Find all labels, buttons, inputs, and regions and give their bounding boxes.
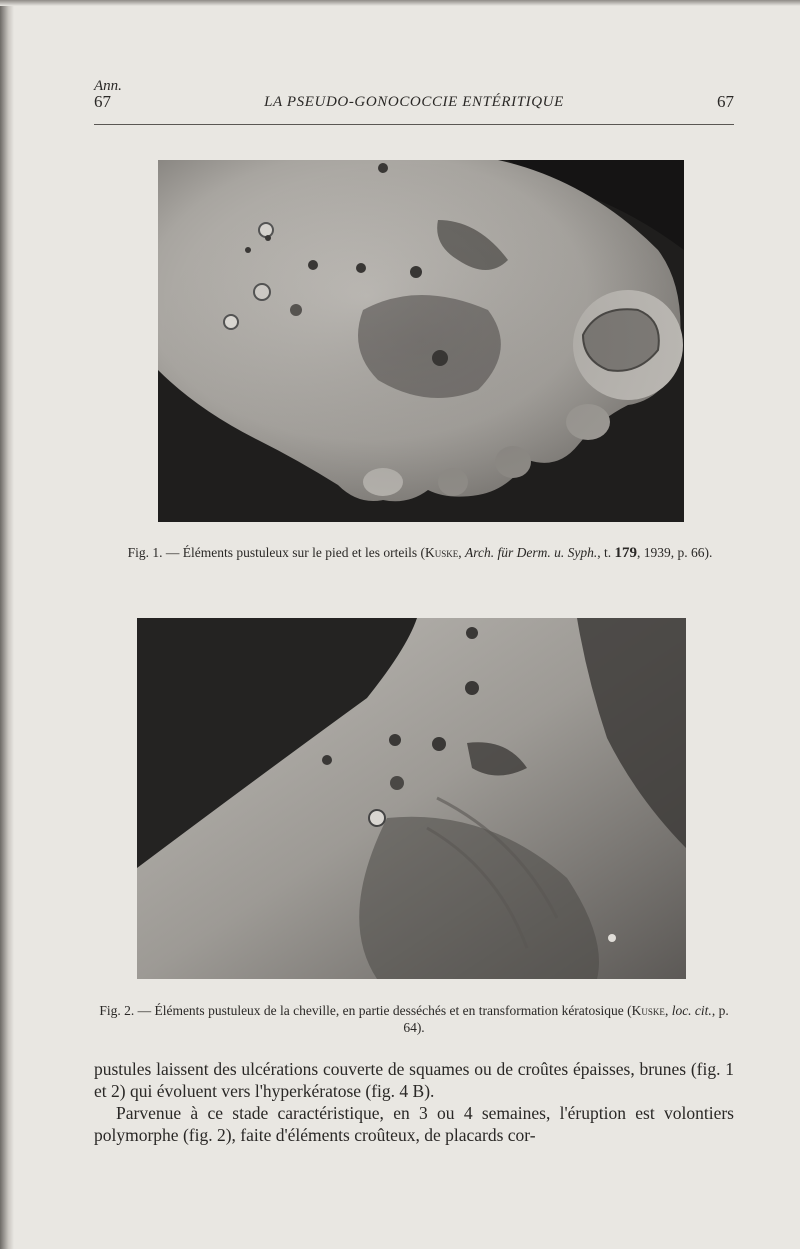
figure-1-author: Kuske xyxy=(424,545,459,560)
figure-2-label: Fig. 2. xyxy=(99,1003,135,1018)
figure-1-caption: Fig. 1. — Éléments pustuleux sur le pied et les orteils (Kuske, Arch. für Derm. u. Syph., t. 179, 1939, p. 66). xyxy=(127,545,713,561)
figure-2-text: Éléments pustuleux de la cheville, en partie desséchés et en transformation kératosique ( xyxy=(154,1003,632,1018)
body-paragraph-2: Parvenue à ce stade caractéristique, en 3 ou 4 semaines, l'éruption est volontiers polymorphe (fig. 2), faite d'éléments croûteux, de placards cor- xyxy=(94,1103,734,1145)
figure-1-photo xyxy=(158,160,684,522)
page-binding-shadow xyxy=(0,0,14,1249)
page-top-shade xyxy=(0,0,800,6)
body-text xyxy=(94,1058,734,1146)
figure-2-caption: Fig. 2. — Éléments pustuleux de la cheville, en partie desséchés et en transformation kératosique (Kuske, loc. cit., p. 64). xyxy=(99,1003,729,1035)
header-rule xyxy=(94,124,734,125)
figure-1-label: Fig. 1. xyxy=(127,545,163,560)
figure-1-volume: 179 xyxy=(614,545,637,561)
figure-2-author: Kuske xyxy=(631,1003,665,1018)
figure-2-photo xyxy=(137,618,686,979)
running-header xyxy=(94,92,734,114)
running-title: LA PSEUDO-GONOCOCCIE ENTÉRITIQUE xyxy=(264,94,564,110)
figure-1-journal: Arch. für Derm. u. Syph. xyxy=(464,545,598,560)
figure-2-loc: loc. cit. xyxy=(671,1003,712,1018)
body-paragraph-1: pustules laissent des ulcérations couverte de squames ou de croûtes épaisses, brunes (fig. 1 et 2) qui évoluent vers l'hyperkératose (fig. 4 B). xyxy=(94,1059,734,1101)
page-number-right: 67 xyxy=(717,92,734,111)
figure-1-text: Éléments pustuleux sur le pied et les orteils ( xyxy=(182,545,425,560)
handwritten-annotation: Ann. xyxy=(94,78,122,94)
page-number-left: 67 xyxy=(94,92,111,111)
